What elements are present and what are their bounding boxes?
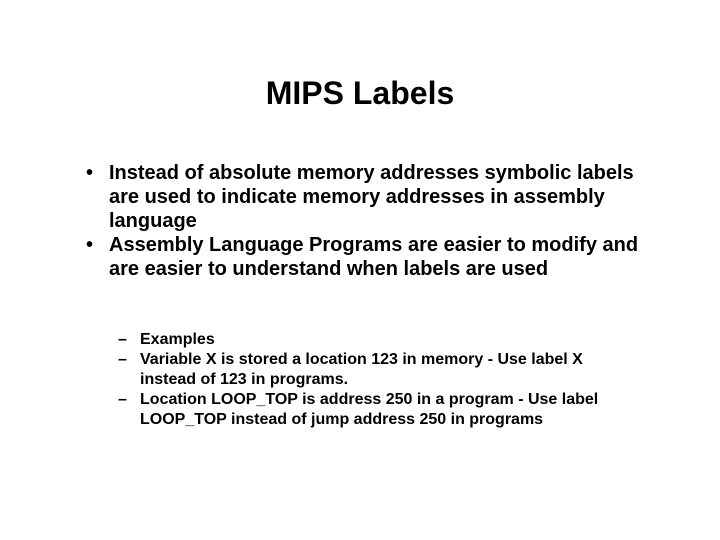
- bullet-item: [86, 233, 646, 281]
- sub-bullet-marker: –: [118, 391, 127, 408]
- sub-bullet-marker: –: [118, 331, 127, 348]
- sub-bullet-text: Examples: [140, 331, 215, 348]
- slide-title: MIPS Labels: [265, 75, 455, 111]
- bullet-text: Assembly Language Programs are easier to modify and are easier to understand when labels are used: [109, 234, 639, 280]
- sub-bullet-marker: –: [118, 351, 127, 368]
- sub-bullet-list: [118, 330, 638, 430]
- bullet-list: [86, 161, 646, 281]
- sub-bullet-item: [118, 330, 638, 350]
- sub-bullet-item: [118, 350, 638, 390]
- sub-bullet-text: Location LOOP_TOP is address 250 in a program - Use label LOOP_TOP instead of jump address 250 in programs: [140, 391, 599, 428]
- bullet-item: [86, 161, 646, 233]
- bullet-text: Instead of absolute memory addresses symbolic labels are used to indicate memory addresses in assembly language: [109, 162, 634, 232]
- bullet-marker: •: [86, 234, 94, 256]
- sub-bullet-item: [118, 390, 638, 430]
- bullet-marker: •: [86, 162, 94, 184]
- sub-bullet-text: Variable X is stored a location 123 in memory - Use label X instead of 123 in programs.: [140, 351, 583, 388]
